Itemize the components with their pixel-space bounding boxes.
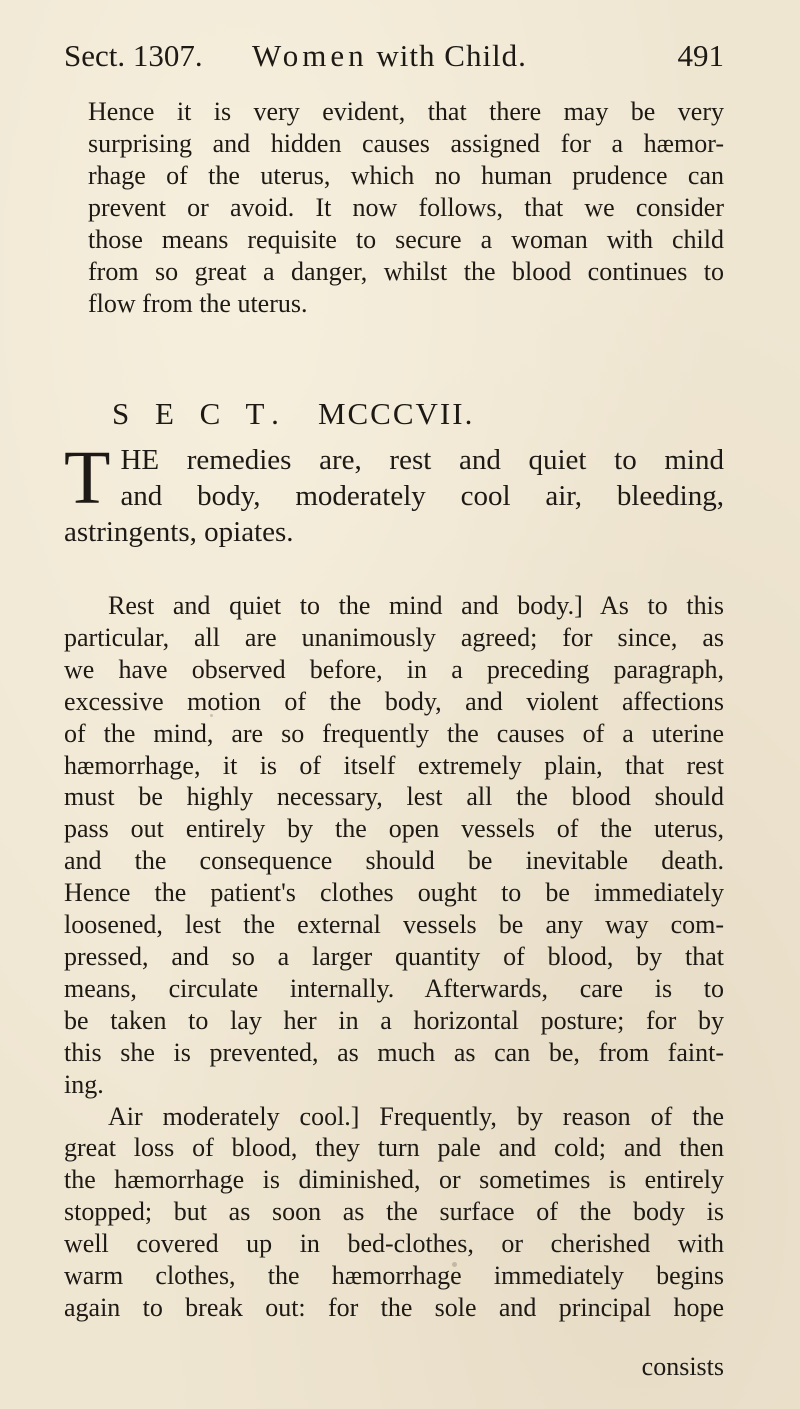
paragraph-rest [64, 590, 724, 1101]
text-line: and body, moderately cool air, bleeding, [120, 480, 724, 512]
text-line: Hence the patient's clothes ought to be immediately [64, 878, 724, 908]
text-line: particular, all are unanimously agreed; for since, as [64, 622, 724, 652]
intro-paragraph [88, 96, 724, 320]
text-line: surprising and hidden causes assigned for a hæmor- [88, 129, 724, 158]
text-line: HE remedies are, rest and quiet to mind [120, 444, 724, 476]
text-line: means, circulate internally. Afterwards, care is to [64, 973, 724, 1003]
paper-speck [210, 714, 213, 717]
page-number: 491 [677, 38, 724, 73]
running-header [64, 22, 724, 78]
text-line: we have observed before, in a preceding paragraph, [64, 654, 724, 684]
text-line: great loss of blood, they turn pale and cold; and then [64, 1133, 724, 1163]
drop-cap: T [64, 436, 111, 520]
paragraph-air [64, 1101, 724, 1324]
text-line: Rest and quiet to the mind and body.] As to this [108, 591, 724, 620]
text-line: pass out entirely by the open vessels of the uterus, [64, 814, 724, 844]
text-line: Hence it is very evident, that there may be very [88, 97, 724, 126]
text-line: those means requisite to secure a woman with child [88, 225, 724, 254]
section-label: S E C T. [112, 396, 288, 431]
text-line: of the mind, are so frequently the causes of a uterine [64, 718, 724, 748]
text-line: from so great a danger, whilst the blood continues to [88, 257, 724, 286]
text-line: loosened, lest the external vessels be any way com- [64, 910, 724, 940]
running-title-caps: Women [252, 38, 368, 73]
text-line: hæmorrhage, it is of itself extremely plain, that rest [64, 750, 724, 780]
paper-speck [452, 1262, 457, 1267]
section-heading [112, 396, 732, 432]
text-line: prevent or avoid. It now follows, that we consider [88, 193, 724, 222]
text-line: this she is prevented, as much as can be, from faint- [64, 1037, 724, 1067]
catchword: consists [641, 1352, 724, 1381]
text-line: flow from the uterus. [88, 289, 308, 318]
text-line: stopped; but as soon as the surface of the body is [64, 1197, 724, 1227]
commentary [64, 590, 724, 1324]
text-line: Air moderately cool.] Frequently, by reason of the [108, 1101, 724, 1131]
text-line: ing. [64, 1069, 104, 1099]
text-line: again to break out: for the sole and principal hope [64, 1292, 724, 1322]
section-number: MCCCVII. [317, 396, 475, 431]
running-title [252, 38, 527, 74]
text-line: must be highly necessary, lest all the blood should [64, 782, 724, 812]
running-title-rest: with Child. [376, 38, 527, 73]
text-line: pressed, and so a larger quantity of blood, by that [64, 941, 724, 971]
text-line: the hæmorrhage is diminished, or sometimes is entirely [64, 1165, 724, 1195]
text-line: rhage of the uterus, which no human prudence can [88, 161, 724, 190]
text-line: warm clothes, the hæmorrhage immediately begins [64, 1261, 724, 1291]
text-line: and the consequence should be inevitable death. [64, 846, 724, 876]
section-summary [64, 436, 724, 550]
text-line: be taken to lay her in a horizontal posture; for by [64, 1005, 724, 1035]
text-line: excessive motion of the body, and violent affections [64, 686, 724, 716]
text-line: well covered up in bed-clothes, or cherished with [64, 1229, 724, 1259]
section-reference: Sect. 1307. [64, 38, 203, 73]
text-line: astringents, opiates. [64, 516, 294, 548]
